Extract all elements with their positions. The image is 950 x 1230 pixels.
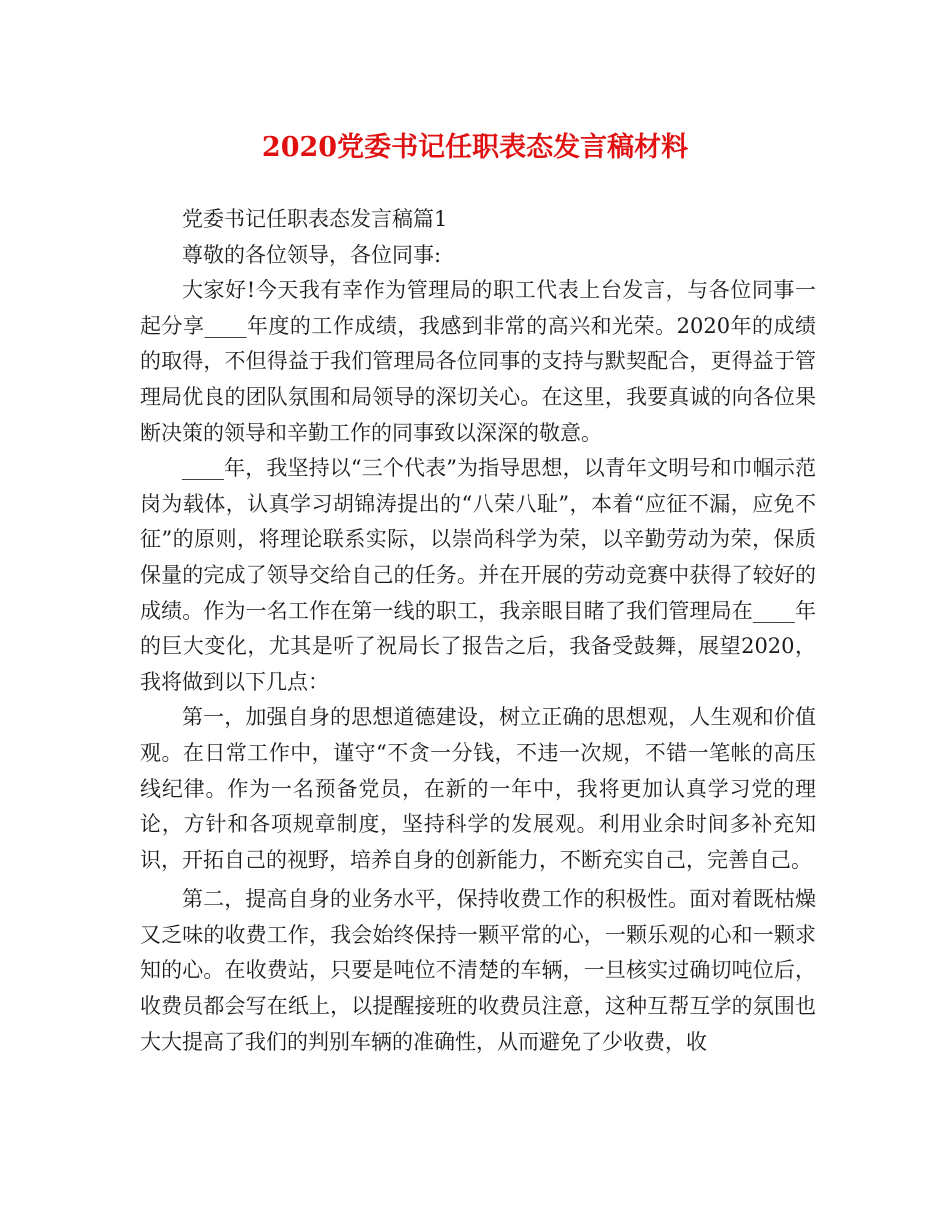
section-heading: 党委书记任职表态发言稿篇1 xyxy=(182,207,448,231)
document-title: 2020党委书记任职表态发言稿材料 xyxy=(261,132,689,163)
paragraph-intro: 大家好!今天我有幸作为管理局的职工代表上台发言，与各位同事一起分享____年度的工作成绩，我感到非常的高兴和光荣。2020年的成绩的取得，不但得益于我们管理局各位同事的支持与默契配合，更得益于管理局优良的团队氛围和局领导的深切关心。在这里，我要真诚的向各位果断决策的领导和辛勤工作的同事致以深深的敬意。 xyxy=(140,278,816,445)
paragraph-point-two: 第二，提高自身的业务水平，保持收费工作的积极性。面对着既枯燥又乏味的收费工作，我会始终保持一颗平常的心，一颗乐观的心和一颗求知的心。在收费站，只要是吨位不清楚的车辆，一旦核实过确切吨位后，收费员都会写在纸上，以提醒接班的收费员注意，这种互帮互学的氛围也大大提高了我们的判别车辆的准确性，从而避免了少收费，收 xyxy=(140,887,816,1054)
salutation: 尊敬的各位领导，各位同事: xyxy=(182,242,442,267)
document-body xyxy=(140,202,816,1060)
paragraph-point-one: 第一，加强自身的思想道德建设，树立正确的思想观，人生观和价值观。在日常工作中，谨守“不贪一分钱，不违一次规，不错一笔帐的高压线纪律。作为一名预备党员，在新的一年中，我将更加认真学习党的理论，方针和各项规章制度，坚持科学的发展观。利用业余时间多补充知识，开拓自己的视野，培养自身的创新能力，不断充实自己，完善自己。 xyxy=(140,705,816,872)
paragraph-review: ____年，我坚持以“三个代表”为指导思想，以青年文明号和巾帼示范岗为载体，认真学习胡锦涛提出的“八荣八耻”，本着“应征不漏，应免不征”的原则，将理论联系实际，以崇尚科学为荣，以辛勤劳动为荣，保质保量的完成了领导交给自己的任务。并在开展的劳动竞赛中获得了较好的成绩。作为一名工作在第一线的职工，我亲眼目睹了我们管理局在____年的巨大变化，尤其是听了祝局长了报告之后，我备受鼓舞，展望2020，我将做到以下几点： xyxy=(140,456,816,694)
